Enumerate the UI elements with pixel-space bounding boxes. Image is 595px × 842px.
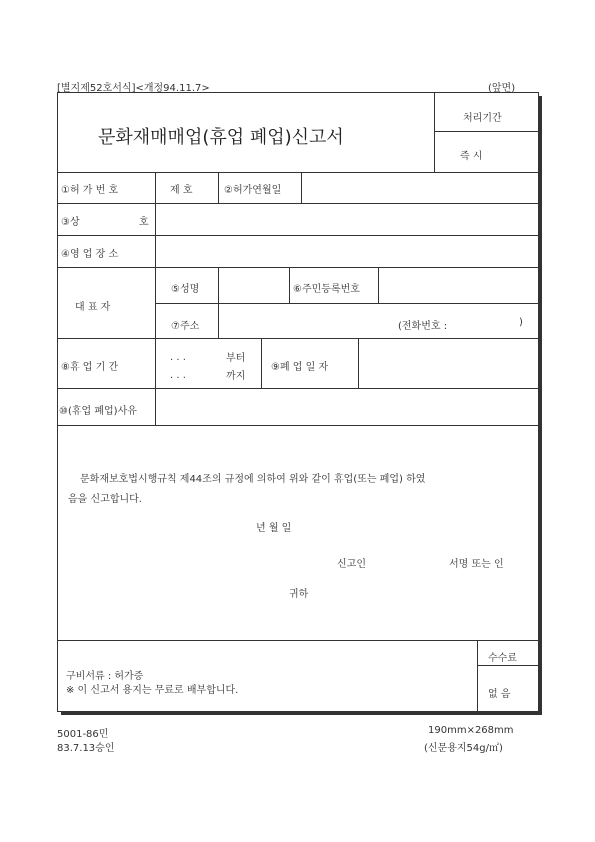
period-start-dots: . . .	[170, 352, 186, 363]
address-field[interactable]	[219, 304, 384, 337]
form-code: 5001-86민	[57, 729, 109, 740]
signature-label: 서명 또는 인	[449, 559, 504, 570]
sheet-shadow-bottom	[61, 712, 542, 715]
declaration-line-1: 문화재보호법시행규칙 제44조의 규정에 의하여 위와 같이 휴업(또는 폐업) 하였	[80, 474, 426, 485]
permit-date-label: ②허가연월일	[224, 185, 282, 196]
period-from-label: 부터	[226, 353, 246, 364]
period-to-label: 까지	[226, 371, 246, 382]
report-form	[57, 92, 539, 712]
resident-number-label: ⑥주민등록번호	[293, 284, 360, 295]
processing-period-value: 즉 시	[460, 151, 483, 162]
representative-label: 대 표 자	[75, 302, 111, 313]
required-documents: 구비서류 : 허가증	[66, 671, 144, 682]
reason-field[interactable]	[156, 389, 538, 424]
paper-type: (신문용지54g/㎡)	[424, 743, 503, 754]
sheet-shadow-right	[539, 96, 542, 715]
closure-date-field[interactable]	[359, 339, 538, 387]
closure-date-label: ⑨폐 업 일 자	[271, 362, 329, 373]
business-place-label: ④영 업 장 소	[61, 249, 119, 260]
permit-number-label: ①허 가 번 호	[61, 185, 119, 196]
reporter-label: 신고인	[337, 559, 366, 570]
paper-size: 190mm×268mm	[428, 725, 514, 736]
resident-number-field[interactable]	[379, 268, 538, 302]
trade-name-field[interactable]	[156, 204, 538, 234]
declaration-date: 년 월 일	[256, 523, 292, 534]
processing-period-label: 처리기간	[463, 113, 502, 124]
fee-value: 없 음	[488, 689, 511, 700]
permit-number-value: 제 호	[170, 185, 193, 196]
form-title: 문화재매매업(휴업 폐업)신고서	[98, 127, 344, 148]
address-label: ⑦주소	[171, 321, 200, 332]
reason-label: ⑩(휴업 폐업)사유	[59, 406, 137, 417]
name-field[interactable]	[219, 268, 288, 302]
fee-label: 수수료	[488, 653, 517, 664]
business-place-field[interactable]	[156, 236, 538, 266]
form-number: [별지제52호서식]<개정94.11.7>	[57, 83, 210, 94]
recipient-label: 귀하	[289, 589, 309, 600]
reporter-field[interactable]	[376, 549, 442, 569]
free-distribution-note: ※ 이 신고서 용지는 무료로 배부합니다.	[66, 685, 239, 696]
trade-name-label-end: 호	[139, 217, 149, 228]
approval-date: 83.7.13승인	[57, 743, 115, 754]
trade-name-label: ③상	[61, 217, 80, 228]
period-end-dots: . . .	[170, 370, 186, 381]
permit-date-field[interactable]	[302, 173, 538, 202]
phone-label: (전화번호 :	[398, 321, 448, 332]
name-label: ⑤성명	[171, 284, 200, 295]
phone-close: )	[519, 317, 523, 328]
declaration-line-2: 음을 신고합니다.	[68, 494, 142, 505]
closure-period-label: ⑧휴 업 기 간	[61, 362, 119, 373]
page-side-label: (앞면)	[488, 83, 516, 94]
